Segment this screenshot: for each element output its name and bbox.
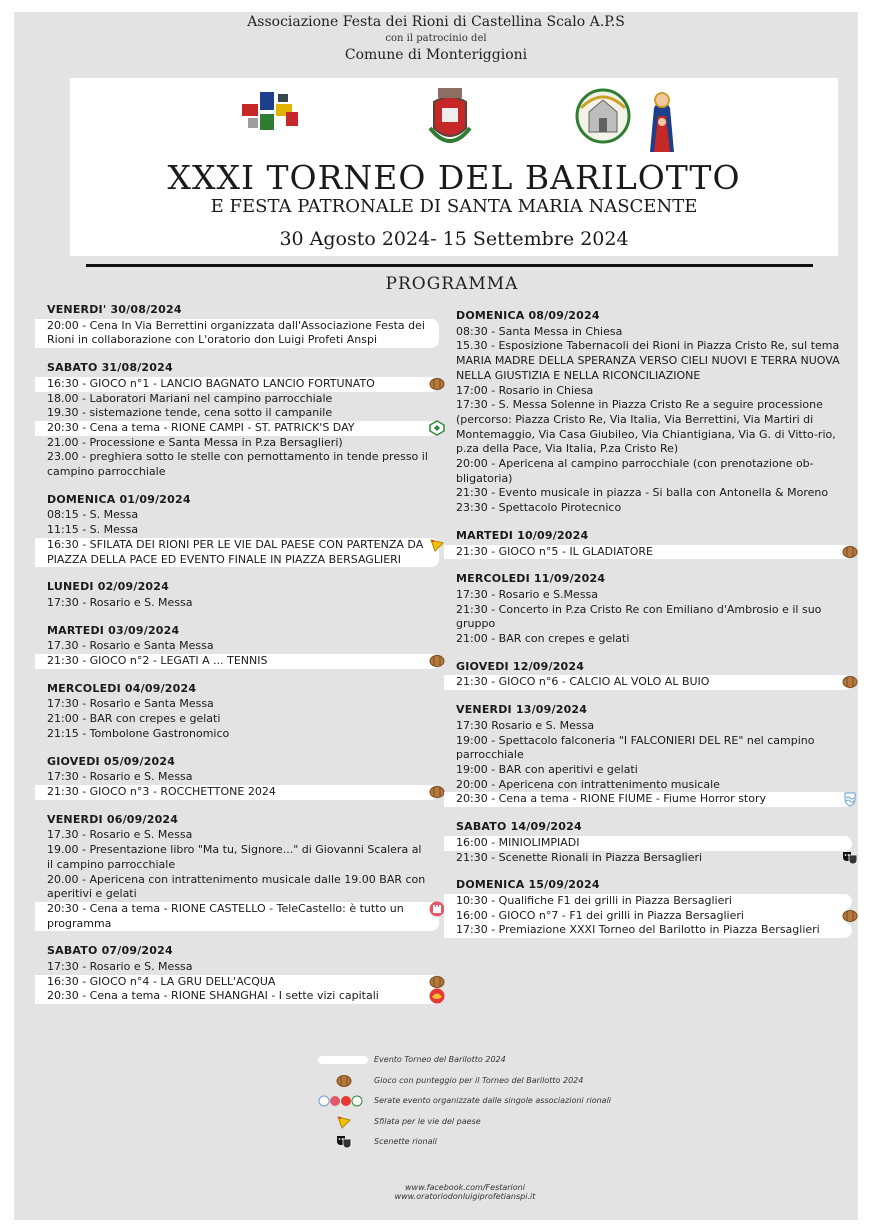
legend-label: Gioco con punteggio per il Torneo del Barilotto 2024 bbox=[374, 1075, 584, 1085]
legend-item bbox=[318, 1054, 618, 1075]
event-text: 16:00 - GIOCO n°7 - F1 dei grilli in Piazza Bersaglieri bbox=[456, 908, 744, 922]
event-item bbox=[444, 836, 852, 851]
day-block bbox=[456, 572, 852, 647]
day-block bbox=[456, 703, 852, 807]
event-item bbox=[456, 588, 852, 603]
event-subtitle: E FESTA PATRONALE DI SANTA MARIA NASCENTE bbox=[210, 196, 698, 217]
logos-row bbox=[70, 84, 838, 154]
event-text: 17.30 - Rosario e S. Messa bbox=[47, 828, 193, 842]
event-text: 20:00 - Cena In Via Berrettini organizzata dall'Associazione Festa dei Rioni in collaborazione con L'oratorio don Luigi Profeti Anspi bbox=[47, 318, 425, 347]
event-text: 21:30 - GIOCO n°6 - CALCIO AL VOLO AL BUIO bbox=[456, 675, 710, 689]
legend-label: Evento Torneo del Barilotto 2024 bbox=[374, 1055, 506, 1064]
day-block bbox=[47, 944, 439, 1004]
event-item bbox=[47, 770, 439, 785]
barrel-icon bbox=[318, 1075, 368, 1087]
program-heading: PROGRAMMA bbox=[385, 274, 519, 294]
event-item bbox=[47, 960, 439, 975]
event-text: 20.00 - Apericena con intrattenimento musicale dalle 19.00 BAR con aperitivi e gelati bbox=[47, 872, 426, 901]
event-text: 21:15 - Tombolone Gastronomico bbox=[47, 726, 230, 740]
event-item bbox=[47, 450, 439, 479]
event-item bbox=[456, 398, 852, 457]
event-text: 17:30 - Premiazione XXXI Torneo del Barilotto in Piazza Bersaglieri bbox=[456, 923, 820, 937]
event-item bbox=[456, 384, 852, 399]
madonna-image bbox=[650, 93, 674, 152]
legend-label: Serate evento organizzate dalle singole associazioni rionali bbox=[374, 1096, 612, 1105]
event-item bbox=[47, 639, 439, 654]
day-heading: GIOVEDI 05/09/2024 bbox=[47, 754, 176, 768]
day-block bbox=[47, 682, 439, 742]
event-item bbox=[47, 523, 439, 538]
event-text: 18.00 - Laboratori Mariani nel campino parrocchiale bbox=[47, 391, 333, 405]
day-heading: DOMENICA 15/09/2024 bbox=[456, 878, 600, 892]
facebook-link[interactable]: www.facebook.com/Festarioni bbox=[405, 1183, 525, 1192]
event-item bbox=[47, 406, 439, 421]
legend-item bbox=[318, 1136, 618, 1157]
legend-item bbox=[318, 1095, 618, 1116]
event-text: 16:30 - GIOCO n°1 - LANCIO BAGNATO LANCIO FORTUNATO bbox=[47, 376, 375, 390]
event-text: 19.30 - sistemazione tende, cena sotto il campanile bbox=[47, 406, 333, 420]
event-text: 19.00 - Presentazione libro "Ma tu, Signore..." di Giovanni Scalera al il campino parrocchiale bbox=[47, 843, 422, 871]
event-text: 20:00 - Apericena con intrattenimento musicale bbox=[456, 777, 720, 791]
day-heading: SABATO 07/09/2024 bbox=[47, 944, 173, 958]
event-text: 21:00 - BAR con crepes e gelati bbox=[47, 712, 221, 726]
day-block bbox=[456, 878, 852, 938]
event-text: 17.30 - Rosario e Santa Messa bbox=[47, 639, 214, 653]
event-item bbox=[47, 873, 439, 902]
event-text: 23.00 - preghiera sotto le stelle con pernottamento in tende presso il campino parrocchiale bbox=[47, 450, 428, 479]
event-item bbox=[444, 894, 852, 909]
event-item bbox=[35, 654, 439, 669]
event-text: 21:30 - GIOCO n°3 - ROCCHETTONE 2024 bbox=[47, 784, 276, 798]
rione-shanghai-shield-icon bbox=[429, 988, 445, 1004]
oratorio-logo bbox=[577, 90, 629, 142]
event-item bbox=[456, 339, 852, 383]
event-text: 17:30 - Rosario e S. Messa bbox=[47, 595, 193, 609]
legend bbox=[318, 1054, 618, 1157]
event-text: 20:30 - Cena a tema - RIONE FIUME - Fiume Horror story bbox=[456, 792, 767, 806]
day-heading: SABATO 31/08/2024 bbox=[47, 361, 173, 375]
event-text: 21:30 - Evento musicale in piazza - Si balla con Antonella & Moreno bbox=[456, 486, 829, 500]
event-text: 21:30 - GIOCO n°5 - IL GLADIATORE bbox=[456, 544, 654, 558]
event-item bbox=[456, 719, 852, 734]
association-name: Associazione Festa dei Rioni di Castellina Scalo A.P.S bbox=[247, 14, 625, 30]
day-block bbox=[47, 303, 439, 348]
day-block bbox=[47, 580, 439, 610]
day-heading: MERCOLEDI 11/09/2024 bbox=[456, 572, 606, 586]
day-block bbox=[47, 624, 439, 669]
event-item bbox=[444, 909, 852, 924]
barrel-icon bbox=[429, 376, 445, 392]
legend-item bbox=[318, 1116, 618, 1137]
event-text: 21:30 - Concerto in P.za Cristo Re con Emiliano d'Ambrosio e il suo gruppo bbox=[456, 602, 822, 631]
day-heading: VENERDI' 30/08/2024 bbox=[47, 303, 182, 316]
event-text: 21:00 - BAR con crepes e gelati bbox=[456, 632, 630, 646]
barrel-icon bbox=[842, 674, 858, 690]
event-item bbox=[35, 975, 439, 990]
event-item bbox=[456, 763, 852, 778]
event-item bbox=[47, 727, 439, 742]
day-block bbox=[456, 529, 852, 559]
event-text: 21:30 - Scenette Rionali in Piazza Bersaglieri bbox=[456, 850, 703, 864]
event-text: 11:15 - S. Messa bbox=[47, 523, 139, 537]
event-text: 17:30 - Rosario e S.Messa bbox=[456, 587, 599, 601]
barrel-icon bbox=[842, 544, 858, 560]
event-item bbox=[456, 603, 852, 632]
event-item bbox=[47, 508, 439, 523]
event-text: 21:30 - GIOCO n°2 - LEGATI A ... TENNIS bbox=[47, 654, 268, 668]
legend-item bbox=[318, 1075, 618, 1096]
event-item bbox=[456, 457, 852, 486]
day-heading: LUNEDI 02/09/2024 bbox=[47, 580, 169, 594]
event-title: XXXI TORNEO DEL BARILOTTO bbox=[167, 158, 741, 197]
event-text: 16:30 - GIOCO n°4 - LA GRU DELL'ACQUA bbox=[47, 974, 276, 988]
event-item bbox=[35, 421, 439, 436]
event-text: 16:00 - MINIOLIMPIADI bbox=[456, 835, 580, 849]
rioni-flags-logo bbox=[242, 92, 298, 130]
event-text: 17:30 - S. Messa Solenne in Piazza Cristo Re a seguire processione (percorso: Piazza Cristo Re, Via Italia, Via Berrettini, Via Martiri di Montemaggio, Via Casa Giubileo, Via Chiantigiana, Via G. di Vitto-rio, p.za della Pace, Via Italia, P.za Cristo Re) bbox=[456, 398, 836, 456]
event-text: 21.00 - Processione e Santa Messa in P.za Bersaglieri) bbox=[47, 435, 343, 449]
event-item bbox=[35, 785, 439, 800]
white-bar bbox=[318, 1054, 368, 1066]
event-item bbox=[35, 989, 439, 1004]
event-text: 17:30 - Rosario e S. Messa bbox=[47, 770, 193, 784]
event-item bbox=[35, 538, 439, 567]
event-text: 17:00 - Rosario in Chiesa bbox=[456, 383, 594, 397]
title-banner bbox=[70, 78, 838, 256]
event-item bbox=[456, 734, 852, 763]
municipality-name: Comune di Monteriggioni bbox=[344, 47, 528, 63]
parade-horn-icon bbox=[429, 537, 445, 553]
patronage-note: con il patrocinio del bbox=[385, 33, 487, 44]
day-heading: DOMENICA 01/09/2024 bbox=[47, 492, 191, 506]
event-item bbox=[444, 545, 852, 560]
website-link[interactable]: www.oratoriodonluigiprofetianspi.it bbox=[394, 1192, 536, 1201]
day-block bbox=[456, 820, 852, 865]
day-block bbox=[47, 493, 439, 568]
barrel-icon bbox=[429, 653, 445, 669]
event-text: 20:00 - Apericena al campino parrocchiale (con prenotazione ob-bligatoria) bbox=[456, 457, 814, 485]
rione-shields-icon bbox=[318, 1095, 368, 1107]
event-item bbox=[456, 778, 852, 793]
barrel-icon bbox=[429, 974, 445, 990]
day-heading: MARTEDI 10/09/2024 bbox=[456, 528, 589, 542]
event-text: 08:15 - S. Messa bbox=[47, 508, 139, 522]
event-text: 20:30 - Cena a tema - RIONE SHANGHAI - I sette vizi capitali bbox=[47, 989, 379, 1003]
event-text: 17:30 - Rosario e S. Messa bbox=[47, 960, 193, 974]
event-item bbox=[444, 675, 852, 690]
event-text: 17:30 - Rosario e Santa Messa bbox=[47, 697, 214, 711]
event-item bbox=[47, 712, 439, 727]
rione-fiume-shield-icon bbox=[842, 791, 858, 807]
event-text: 20:30 - Cena a tema - RIONE CASTELLO - TeleCastello: è tutto un programma bbox=[47, 901, 404, 930]
event-text: 23:30 - Spettacolo Pirotecnico bbox=[456, 501, 622, 515]
event-item bbox=[444, 923, 852, 938]
event-item bbox=[456, 325, 852, 340]
day-block bbox=[47, 361, 439, 480]
day-block bbox=[47, 813, 439, 932]
event-item bbox=[47, 392, 439, 407]
schedule-right-column bbox=[456, 309, 852, 938]
event-item bbox=[47, 828, 439, 843]
event-item bbox=[35, 902, 439, 931]
event-text: 20:30 - Cena a tema - RIONE CAMPI - ST. PATRICK'S DAY bbox=[47, 420, 355, 434]
event-item bbox=[35, 377, 439, 392]
event-item bbox=[47, 436, 439, 451]
day-block bbox=[47, 755, 439, 800]
event-item bbox=[47, 596, 439, 611]
legend-label: Sfilata per le vie del paese bbox=[374, 1116, 481, 1126]
event-item bbox=[456, 632, 852, 647]
divider-rule bbox=[86, 264, 813, 267]
day-heading: VENERDI 13/09/2024 bbox=[456, 703, 588, 717]
event-item bbox=[444, 792, 852, 807]
event-dates: 30 Agosto 2024- 15 Settembre 2024 bbox=[279, 228, 629, 250]
event-item bbox=[456, 486, 852, 501]
day-heading: MARTEDI 03/09/2024 bbox=[47, 623, 180, 637]
barrel-icon bbox=[842, 908, 858, 924]
schedule-left-column bbox=[47, 303, 439, 1004]
theater-masks-icon bbox=[842, 850, 858, 866]
event-text: 19:00 - BAR con aperitivi e gelati bbox=[456, 762, 638, 776]
event-text: 16:30 - SFILATA DEI RIONI PER LE VIE DAL PAESE CON PARTENZA DA PIAZZA DELLA PACE ED EVENTO FINALE IN PIAZZA BERSAGLIERI bbox=[47, 537, 424, 566]
legend-label: Scenette rionali bbox=[374, 1137, 437, 1146]
event-item bbox=[35, 319, 439, 348]
day-heading: GIOVEDI 12/09/2024 bbox=[456, 659, 585, 673]
event-text: 15.30 - Esposizione Tabernacoli dei Rioni in Piazza Cristo Re, sul tema MARIA MADRE DELLA SPERANZA VERSO CIELI NUOVI E TERRA NUOVA NELLA GIUSTIZIA E NELLA RICONCILIAZIONE bbox=[456, 339, 840, 382]
footer bbox=[0, 1183, 872, 1201]
day-heading: MERCOLEDI 04/09/2024 bbox=[47, 681, 197, 695]
parade-horn-icon bbox=[318, 1116, 368, 1128]
day-block bbox=[456, 660, 852, 690]
event-text: 08:30 - Santa Messa in Chiesa bbox=[456, 324, 623, 338]
event-text: 17:30 Rosario e S. Messa bbox=[456, 718, 595, 732]
rione-campi-shield-icon bbox=[429, 420, 445, 436]
event-item bbox=[47, 843, 439, 872]
event-item bbox=[47, 697, 439, 712]
barrel-icon bbox=[429, 784, 445, 800]
event-item bbox=[456, 501, 852, 516]
event-item bbox=[456, 851, 852, 866]
day-heading: VENERDI 06/09/2024 bbox=[47, 812, 179, 826]
comune-crest-logo bbox=[430, 88, 470, 141]
event-text: 19:00 - Spettacolo falconeria "I FALCONIERI DEL RE" nel campino parrocchiale bbox=[456, 733, 815, 762]
day-block bbox=[456, 309, 852, 516]
rione-castello-shield-icon bbox=[429, 901, 445, 917]
day-heading: SABATO 14/09/2024 bbox=[456, 820, 582, 834]
theater-masks-icon bbox=[318, 1136, 368, 1148]
day-heading: DOMENICA 08/09/2024 bbox=[456, 309, 600, 322]
event-text: 10:30 - Qualifiche F1 dei grilli in Piazza Bersaglieri bbox=[456, 893, 732, 907]
